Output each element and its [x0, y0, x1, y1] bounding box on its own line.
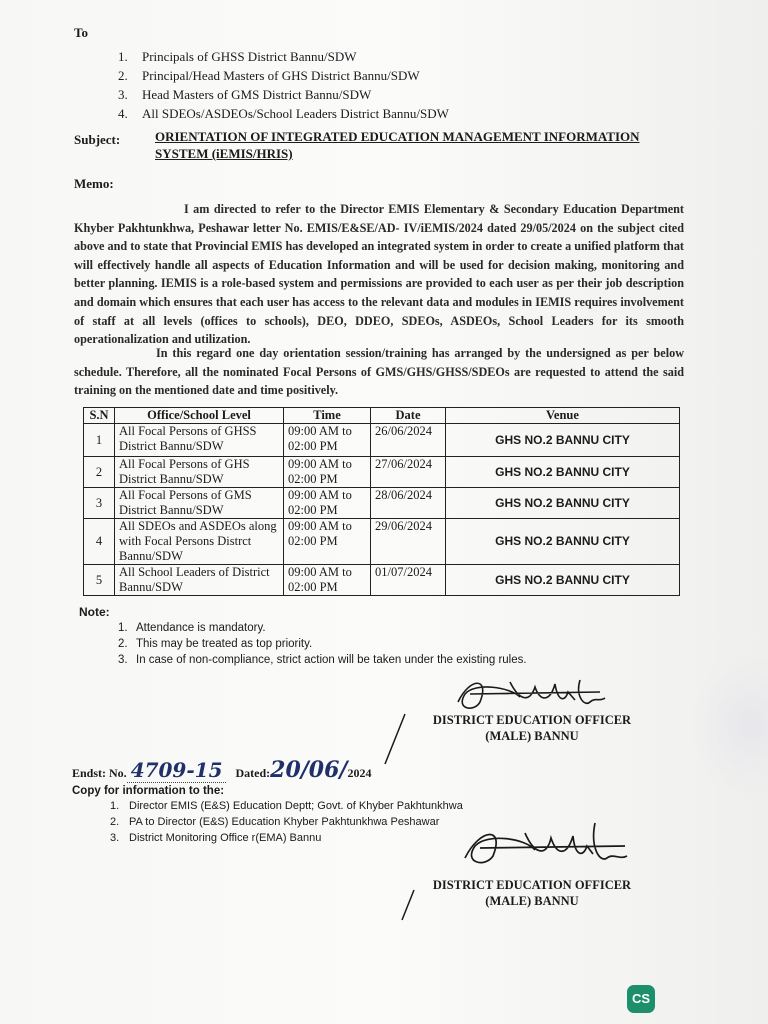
table-row — [84, 424, 680, 457]
list-item: 2. This may be treated as top priority. — [118, 638, 313, 650]
signatory-block-2 — [412, 877, 652, 909]
table-header-row — [84, 408, 680, 424]
cell-time: 09:00 AM to 02:00 PM — [284, 519, 371, 565]
memo-paragraph-1: I am directed to refer to the Director EMIS Elementary & Secondary Education Department Khyber Pakhtunkhwa, Peshawar letter No. EMIS/E&SE/AD- IV/iEMIS/2024 dated 29/05/2024 on the subject cited above and to state that Provincial EMIS has developed an integrated system in order to create a unified platform that will effectively handle all aspects of Education Information and will be used for decision making, monitoring and better planning. IEMIS is a role-based system and permissions are provided to each user as per their job description and domain which ensures that each user has access to the relevant data and modules in IEMIS requires involvement of staff at all levels (offices to schools), DEO, DDEO, SDEOs, ASDEOs, School Leaders for its smooth operationalization and utilization. — [74, 202, 684, 347]
cell-date: 28/06/2024 — [371, 488, 446, 519]
memo-paragraph-2: In this regard one day orientation session/training has arranged by the undersigned as per below schedule. Therefore, all the nominated Focal Persons of GMS/GHS/GHSS/SDEOs are requested to attend the said training on the mentioned date and time positively. — [74, 346, 684, 398]
list-item: 2. PA to Director (E&S) Education Khyber Pakhtunkhwa Peshawar — [110, 816, 440, 828]
cell-venue: GHS NO.2 BANNU CITY — [446, 488, 680, 519]
cell-time: 09:00 AM to 02:00 PM — [284, 565, 371, 596]
cell-date: 01/07/2024 — [371, 565, 446, 596]
signatory-title: DISTRICT EDUCATION OFFICER — [432, 713, 632, 727]
list-item: 1. Director EMIS (E&S) Education Deptt; Govt. of Khyber Pakhtunkhwa — [110, 800, 463, 812]
cell-level: All SDEOs and ASDEOs along with Focal Persons Distrct Bannu/SDW — [115, 519, 284, 565]
light-glare — [690, 650, 768, 800]
signature-mark-1 — [380, 712, 410, 767]
signatory-office: (MALE) BANNU — [485, 894, 579, 908]
endorsement-number: 4709-15 — [127, 758, 227, 783]
cell-level: All Focal Persons of GMS District Bannu/SDW — [115, 488, 284, 519]
dated-handwritten: 20/06/ — [270, 757, 348, 783]
cell-date: 26/06/2024 — [371, 424, 446, 457]
schedule-table — [83, 407, 680, 596]
cell-level: All Focal Persons of GHSS District Bannu/SDW — [115, 424, 284, 457]
header-venue: Venue — [446, 408, 680, 424]
camscanner-badge: CS — [627, 985, 655, 1013]
cell-venue: GHS NO.2 BANNU CITY — [446, 424, 680, 457]
header-sn: S.N — [84, 408, 115, 424]
signature-1 — [450, 672, 610, 714]
cell-date: 27/06/2024 — [371, 457, 446, 488]
list-item: 1. Attendance is mandatory. — [118, 622, 266, 634]
cell-time: 09:00 AM to 02:00 PM — [284, 457, 371, 488]
cell-sn: 1 — [84, 424, 115, 457]
copy-list — [110, 798, 463, 846]
header-level: Office/School Level — [115, 408, 284, 424]
signatory-block-1 — [412, 712, 652, 744]
list-item: 3. In case of non-compliance, strict action will be taken under the existing rules. — [118, 654, 527, 666]
dated-label: Dated: — [235, 766, 271, 780]
list-item: 3. Head Masters of GMS District Bannu/SDW — [118, 87, 372, 102]
table-row — [84, 457, 680, 488]
signature-2 — [455, 818, 635, 873]
list-item: 2. Principal/Head Masters of GHS District Bannu/SDW — [118, 68, 420, 83]
subject-text: ORIENTATION OF INTEGRATED EDUCATION MANAGEMENT INFORMATION SYSTEM (iEMIS/HRIS) — [155, 129, 640, 161]
cell-venue: GHS NO.2 BANNU CITY — [446, 565, 680, 596]
header-time: Time — [284, 408, 371, 424]
cell-time: 09:00 AM to 02:00 PM — [284, 424, 371, 457]
recipient-list — [118, 47, 449, 123]
subject-label: Subject: — [74, 132, 121, 147]
list-item: 3. District Monitoring Office r(EMA) Bannu — [110, 832, 322, 844]
memo-label: Memo: — [74, 176, 114, 191]
cell-sn: 3 — [84, 488, 115, 519]
copy-label: Copy for information to the: — [72, 785, 225, 797]
cell-venue: GHS NO.2 BANNU CITY — [446, 457, 680, 488]
table-row — [84, 488, 680, 519]
cell-level: All School Leaders of District Bannu/SDW — [115, 565, 284, 596]
cell-level: All Focal Persons of GHS District Bannu/SDW — [115, 457, 284, 488]
cell-date: 29/06/2024 — [371, 519, 446, 565]
table-row — [84, 519, 680, 565]
note-label: Note: — [79, 605, 110, 619]
dated-year: 2024 — [347, 766, 372, 780]
list-item: 4. All SDEOs/ASDEOs/School Leaders District Bannu/SDW — [118, 106, 449, 121]
endorsement-prefix: Endst: No. — [72, 766, 127, 780]
to-label: To — [74, 25, 88, 40]
cell-sn: 5 — [84, 565, 115, 596]
endorsement-line — [72, 757, 371, 783]
note-list — [118, 620, 527, 668]
signatory-title: DISTRICT EDUCATION OFFICER — [432, 878, 632, 892]
cell-sn: 2 — [84, 457, 115, 488]
cell-sn: 4 — [84, 519, 115, 565]
header-date: Date — [371, 408, 446, 424]
list-item: 1. Principals of GHSS District Bannu/SDW — [118, 49, 357, 64]
signatory-office: (MALE) BANNU — [485, 729, 579, 743]
table-row — [84, 565, 680, 596]
cell-venue: GHS NO.2 BANNU CITY — [446, 519, 680, 565]
cell-time: 09:00 AM to 02:00 PM — [284, 488, 371, 519]
